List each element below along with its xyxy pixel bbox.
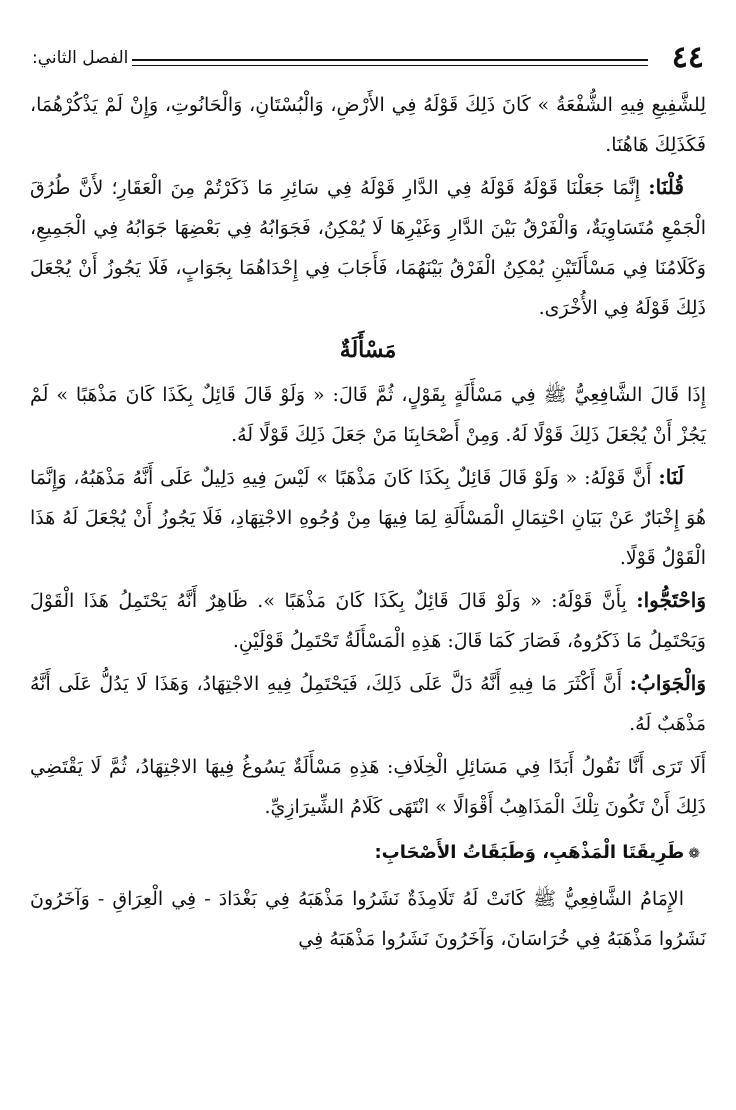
paragraph-text: أَنَّ قَوْلَهُ: « وَلَوْ قَالَ قَائِلٌ بِكَذَا كَانَ مَذْهَبًا » لَيْسَ فِيهِ دَلِيلٌ عَلَى أَنَّهُ مَذْهَبُهُ، وَإِنَّمَا هُوَ إِخْبَارٌ عَنْ بَيَانِ احْتِمَالِ الْمَسْأَلَةِ لِمَا فِيهَا مِنْ وُجُوهِ الاجْتِهَادِ، فَلَا يَجُوزُ أَنْ يُجْعَلَ لَهُ هَذَا الْقَوْلُ قَوْلًا. (30, 467, 706, 569)
paragraph-text: إِذَا قَالَ الشَّافِعِيُّ ﷺ فِي مَسْأَلَةٍ بِقَوْلٍ، ثُمَّ قَالَ: « وَلَوْ قَالَ قَائِلٌ بِكَذَا كَانَ مَذْهَبًا » لَمْ يَجُزْ أَنْ يُجْعَلَ ذَلِكَ قَوْلًا لَهُ. وَمِنْ أَصْحَابِنَا مَنْ جَعَلَ ذَلِكَ قَوْلًا لَهُ. (30, 384, 706, 446)
paragraph (30, 84, 706, 165)
section-heading-text: طَرِيقَتَا الْمَذْهَبِ، وَطَبَقَاتُ الأَصْحَابِ: (374, 842, 685, 863)
paragraph-lead: قُلْنَا: (648, 175, 684, 199)
paragraph-text: الإِمَامُ الشَّافِعِيُّ ﷺ كَانَتْ لَهُ تَلَامِذَةٌ نَشَرُوا مَذْهَبَهُ فِي بَغْدَادَ - فِي الْعِرَاقِ - وَآخَرُونَ نَشَرُوا مَذْهَبَهُ فِي خُرَاسَانَ، وَآخَرُونَ نَشَرُوا مَذْهَبَهُ فِي (30, 888, 706, 950)
chapter-title: الفصل الثاني: (32, 48, 129, 68)
paragraph-text: بِأَنَّ قَوْلَهُ: « وَلَوْ قَالَ قَائِلٌ بِكَذَا كَانَ مَذْهَبًا ». ظَاهِرٌ أَنَّهُ يَحْتَمِلُ هَذَا الْقَوْلَ وَيَحْتَمِلُ مَا ذَكَرُوهُ، فَصَارَ كَمَا قَالَ: هَذِهِ الْمَسْأَلَةُ تَحْتَمِلُ قَوْلَيْنِ. (30, 590, 706, 652)
flower-icon: ❁ (688, 846, 700, 862)
paragraph (30, 746, 706, 827)
paragraph-lead: وَالْجَوَابُ: (629, 671, 706, 695)
page-header (28, 40, 708, 76)
paragraph (30, 457, 706, 578)
paragraph-lead: وَاحْتَجُّوا: (636, 588, 706, 612)
paragraph (30, 580, 706, 661)
paragraph (30, 374, 706, 455)
paragraph-text: أَنَّ أَكْثَرَ مَا فِيهِ أَنَّهُ دَلَّ عَلَى ذَلِكَ، فَيَحْتَمِلُ فِيهِ الاجْتِهَادُ، وَهَذَا لَا يَدُلُّ عَلَى أَنَّهُ مَذْهَبٌ لَهُ. (30, 673, 706, 735)
header-rule-thick (132, 59, 648, 61)
paragraph (30, 663, 706, 744)
masala-heading: مَسْأَلَةٌ (339, 337, 397, 363)
header-rule-thin (132, 65, 648, 66)
paragraph-lead: لَنَا: (658, 465, 684, 489)
paragraph-text: أَلَا تَرَى أَنَّا نَقُولُ أَبَدًا فِي مَسَائِلِ الْخِلَافِ: هَذِهِ مَسْأَلَةٌ يَسُوغُ فِيهَا الاجْتِهَادُ، ثُمَّ لَا يَقْتَضِي ذَلِكَ أَنْ تَكُونَ تِلْكَ الْمَذَاهِبُ أَقْوَالًا » انْتَهَى كَلَامُ الشِّيرَازِيِّ. (30, 756, 706, 818)
paragraph-text: لِلشَّفِيعِ فِيهِ الشُّفْعَةُ » كَانَ ذَلِكَ قَوْلَهُ فِي الأَرْضِ، وَالْبُسْتَانِ، وَالْحَانُوتِ، وَإِنْ لَمْ يَذْكُرْهُمَا، فَكَذَلِكَ هَاهُنَا. (30, 94, 706, 156)
page-body (30, 84, 706, 961)
paragraph (30, 878, 706, 959)
paragraph-text: إِنَّمَا جَعَلْنَا قَوْلَهُ قَوْلَهُ فِي الدَّارِ قَوْلَهُ فِي سَائِرِ مَا ذَكَرْتُمْ مِنَ الْعَقَارِ؛ لأَنَّ طُرُقَ الْجَمْعِ مُتَسَاوِيَةٌ، وَالْفَرْقُ بَيْنَ الدَّارِ وَغَيْرِهَا لَا يُمْكِنُ، فَجَوَابُهُ فِي بَعْضِهَا جَوَابُهُ فِي الْجَمِيعِ، وَكَلَامُنَا فِي مَسْأَلَتَيْنِ يُمْكِنُ الْفَرْقُ بَيْنَهُمَا، فَأَجَابَ فِي إِحْدَاهُمَا بِجَوَابٍ، فَلَا يَجُوزُ أَنْ يُجْعَلَ ذَلِكَ قَوْلَهُ فِي الأُخْرَى. (30, 177, 706, 319)
section-heading (30, 833, 706, 874)
page-number: ٤٤ (671, 40, 704, 75)
paragraph (30, 167, 706, 328)
